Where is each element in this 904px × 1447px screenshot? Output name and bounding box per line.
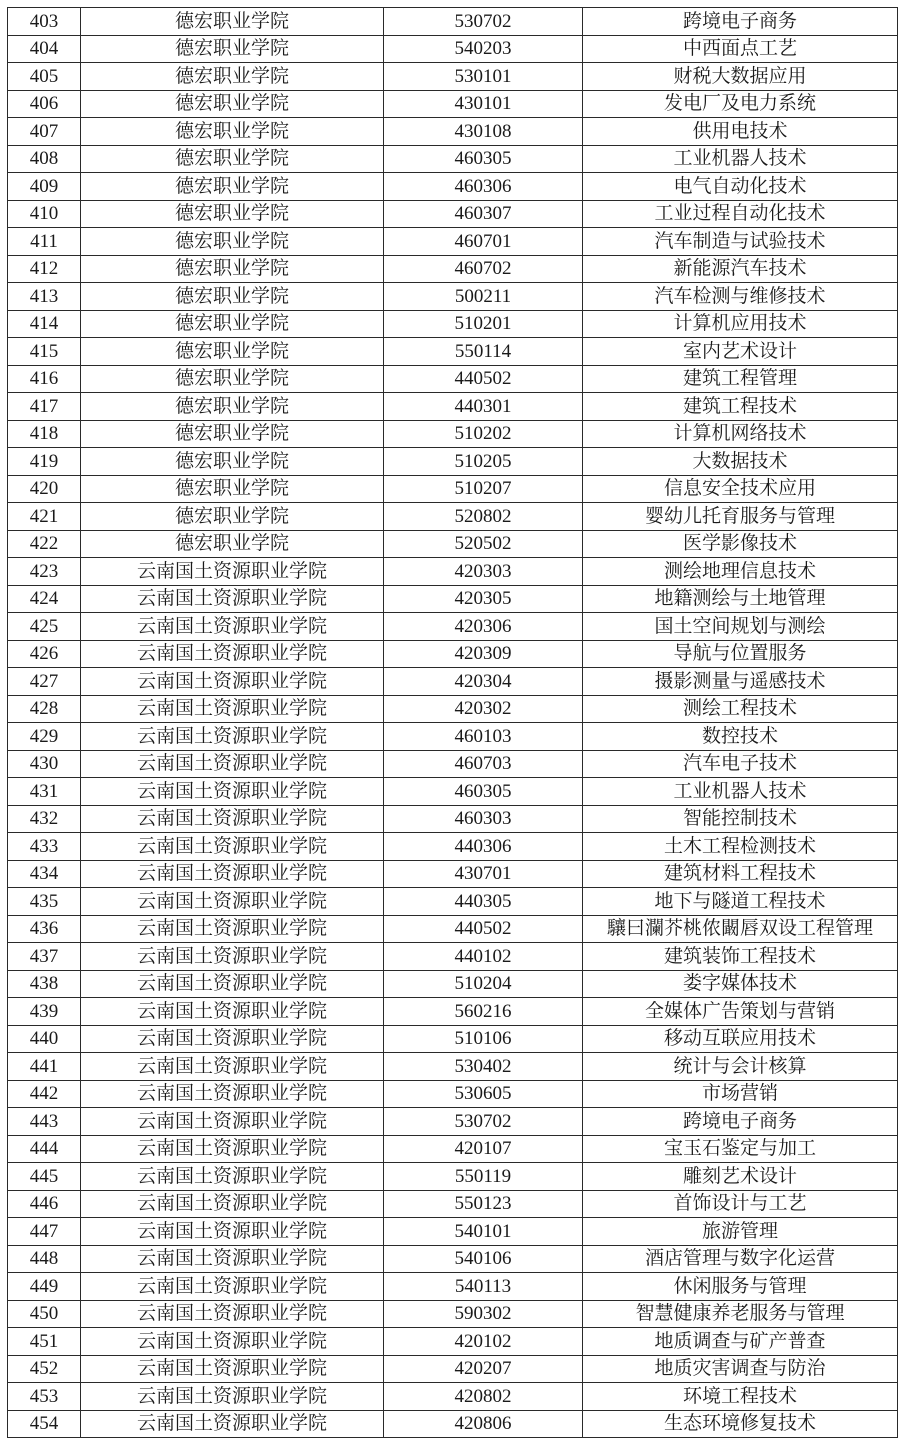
major-code-cell: 420302: [384, 695, 583, 723]
school-name-cell: 德宏职业学院: [81, 393, 384, 421]
table-row: [8, 365, 898, 393]
table-row: [8, 1300, 898, 1328]
major-name-cell: 雕刻艺术设计: [583, 1163, 898, 1191]
major-name-cell: 市场营销: [583, 1080, 898, 1108]
major-name-cell: 发电厂及电力系统: [583, 90, 898, 118]
school-name-cell: 云南国土资源职业学院: [81, 585, 384, 613]
row-index-cell: 452: [8, 1355, 81, 1383]
major-code-cell: 460303: [384, 805, 583, 833]
major-name-cell: 旅游管理: [583, 1218, 898, 1246]
school-name-cell: 德宏职业学院: [81, 365, 384, 393]
row-index-cell: 447: [8, 1218, 81, 1246]
school-name-cell: 德宏职业学院: [81, 448, 384, 476]
table-row: [8, 943, 898, 971]
table-row: [8, 805, 898, 833]
school-name-cell: 云南国土资源职业学院: [81, 1025, 384, 1053]
table-row: [8, 915, 898, 943]
major-name-cell: 财税大数据应用: [583, 63, 898, 91]
school-name-cell: 云南国土资源职业学院: [81, 1383, 384, 1411]
school-name-cell: 德宏职业学院: [81, 503, 384, 531]
school-name-cell: 云南国土资源职业学院: [81, 833, 384, 861]
row-index-cell: 428: [8, 695, 81, 723]
table-row: [8, 1410, 898, 1438]
major-code-cell: 510201: [384, 310, 583, 338]
row-index-cell: 449: [8, 1273, 81, 1301]
major-name-cell: 工业机器人技术: [583, 778, 898, 806]
row-index-cell: 407: [8, 118, 81, 146]
table-row: [8, 1245, 898, 1273]
major-name-cell: 数控技术: [583, 723, 898, 751]
major-name-cell: 国土空间规划与测绘: [583, 613, 898, 641]
major-code-cell: 460703: [384, 750, 583, 778]
table-row: [8, 750, 898, 778]
major-name-cell: 移动互联应用技术: [583, 1025, 898, 1053]
table-row: [8, 695, 898, 723]
major-name-cell: 婴幼儿托育服务与管理: [583, 503, 898, 531]
table-row: [8, 1218, 898, 1246]
school-name-cell: 云南国土资源职业学院: [81, 970, 384, 998]
row-index-cell: 418: [8, 420, 81, 448]
major-code-cell: 420309: [384, 640, 583, 668]
row-index-cell: 415: [8, 338, 81, 366]
table-row: [8, 255, 898, 283]
major-name-cell: 地质调查与矿产普查: [583, 1328, 898, 1356]
row-index-cell: 412: [8, 255, 81, 283]
major-name-cell: 智慧健康养老服务与管理: [583, 1300, 898, 1328]
row-index-cell: 414: [8, 310, 81, 338]
row-index-cell: 439: [8, 998, 81, 1026]
school-name-cell: 德宏职业学院: [81, 63, 384, 91]
school-name-cell: 云南国土资源职业学院: [81, 888, 384, 916]
major-code-cell: 540106: [384, 1245, 583, 1273]
school-name-cell: 云南国土资源职业学院: [81, 778, 384, 806]
row-index-cell: 404: [8, 35, 81, 63]
major-name-cell: 汽车检测与维修技术: [583, 283, 898, 311]
major-code-cell: 440502: [384, 365, 583, 393]
table-row: [8, 558, 898, 586]
major-code-cell: 550114: [384, 338, 583, 366]
table-row: [8, 860, 898, 888]
major-code-cell: 420303: [384, 558, 583, 586]
table-row: [8, 8, 898, 36]
row-index-cell: 403: [8, 8, 81, 36]
major-code-cell: 430701: [384, 860, 583, 888]
school-name-cell: 云南国土资源职业学院: [81, 668, 384, 696]
row-index-cell: 419: [8, 448, 81, 476]
table-row: [8, 173, 898, 201]
major-code-cell: 460702: [384, 255, 583, 283]
school-name-cell: 云南国土资源职业学院: [81, 1135, 384, 1163]
major-code-cell: 420304: [384, 668, 583, 696]
school-name-cell: 德宏职业学院: [81, 420, 384, 448]
row-index-cell: 427: [8, 668, 81, 696]
major-code-cell: 530605: [384, 1080, 583, 1108]
major-name-cell: 建筑材料工程技术: [583, 860, 898, 888]
row-index-cell: 430: [8, 750, 81, 778]
table-row: [8, 723, 898, 751]
table-row: [8, 585, 898, 613]
row-index-cell: 451: [8, 1328, 81, 1356]
row-index-cell: 436: [8, 915, 81, 943]
major-code-cell: 460305: [384, 778, 583, 806]
row-index-cell: 437: [8, 943, 81, 971]
major-name-cell: 供用电技术: [583, 118, 898, 146]
row-index-cell: 409: [8, 173, 81, 201]
table-row: [8, 1190, 898, 1218]
school-name-cell: 云南国土资源职业学院: [81, 1355, 384, 1383]
major-code-cell: 430101: [384, 90, 583, 118]
table-row: [8, 228, 898, 256]
table-row: [8, 888, 898, 916]
school-name-cell: 德宏职业学院: [81, 530, 384, 558]
major-name-cell: 统计与会计核算: [583, 1053, 898, 1081]
major-code-cell: 520502: [384, 530, 583, 558]
row-index-cell: 446: [8, 1190, 81, 1218]
school-name-cell: 德宏职业学院: [81, 228, 384, 256]
major-code-cell: 420802: [384, 1383, 583, 1411]
major-name-cell: 全媒体广告策划与营销: [583, 998, 898, 1026]
school-name-cell: 云南国土资源职业学院: [81, 640, 384, 668]
major-name-cell: 驤曰瀾芥桃侬闞唇双设工程管理: [583, 915, 898, 943]
school-name-cell: 德宏职业学院: [81, 255, 384, 283]
major-code-cell: 560216: [384, 998, 583, 1026]
major-name-cell: 计算机应用技术: [583, 310, 898, 338]
table-row: [8, 1328, 898, 1356]
major-name-cell: 建筑装饰工程技术: [583, 943, 898, 971]
row-index-cell: 434: [8, 860, 81, 888]
major-code-cell: 460306: [384, 173, 583, 201]
school-name-cell: 德宏职业学院: [81, 145, 384, 173]
school-name-cell: 云南国土资源职业学院: [81, 750, 384, 778]
table-row: [8, 118, 898, 146]
row-index-cell: 442: [8, 1080, 81, 1108]
major-code-cell: 530101: [384, 63, 583, 91]
school-name-cell: 云南国土资源职业学院: [81, 1245, 384, 1273]
table-row: [8, 998, 898, 1026]
major-name-cell: 电气自动化技术: [583, 173, 898, 201]
major-name-cell: 工业机器人技术: [583, 145, 898, 173]
school-name-cell: 德宏职业学院: [81, 173, 384, 201]
major-name-cell: 汽车电子技术: [583, 750, 898, 778]
row-index-cell: 433: [8, 833, 81, 861]
major-code-cell: 510207: [384, 475, 583, 503]
major-code-cell: 430108: [384, 118, 583, 146]
row-index-cell: 424: [8, 585, 81, 613]
school-name-cell: 云南国土资源职业学院: [81, 1273, 384, 1301]
major-code-cell: 530702: [384, 8, 583, 36]
table-row: [8, 1135, 898, 1163]
school-name-cell: 云南国土资源职业学院: [81, 998, 384, 1026]
table-row: [8, 1108, 898, 1136]
row-index-cell: 413: [8, 283, 81, 311]
major-name-cell: 大数据技术: [583, 448, 898, 476]
major-name-cell: 汽车制造与试验技术: [583, 228, 898, 256]
school-name-cell: 云南国土资源职业学院: [81, 723, 384, 751]
school-name-cell: 云南国土资源职业学院: [81, 915, 384, 943]
major-code-cell: 540101: [384, 1218, 583, 1246]
table-row: [8, 1273, 898, 1301]
school-name-cell: 云南国土资源职业学院: [81, 695, 384, 723]
row-index-cell: 405: [8, 63, 81, 91]
row-index-cell: 420: [8, 475, 81, 503]
table-row: [8, 613, 898, 641]
table-row: [8, 530, 898, 558]
row-index-cell: 416: [8, 365, 81, 393]
major-name-cell: 测绘地理信息技术: [583, 558, 898, 586]
major-code-cell: 540203: [384, 35, 583, 63]
table-row: [8, 1080, 898, 1108]
school-name-cell: 云南国土资源职业学院: [81, 1410, 384, 1438]
table-row: [8, 1053, 898, 1081]
table-row: [8, 200, 898, 228]
major-name-cell: 工业过程自动化技术: [583, 200, 898, 228]
table-row: [8, 145, 898, 173]
major-name-cell: 建筑工程管理: [583, 365, 898, 393]
row-index-cell: 425: [8, 613, 81, 641]
row-index-cell: 431: [8, 778, 81, 806]
major-name-cell: 计算机网络技术: [583, 420, 898, 448]
row-index-cell: 406: [8, 90, 81, 118]
table-row: [8, 640, 898, 668]
major-code-cell: 510205: [384, 448, 583, 476]
table-row: [8, 35, 898, 63]
school-name-cell: 云南国土资源职业学院: [81, 1080, 384, 1108]
table-row: [8, 448, 898, 476]
major-code-cell: 420806: [384, 1410, 583, 1438]
major-name-cell: 生态环境修复技术: [583, 1410, 898, 1438]
major-name-cell: 信息安全技术应用: [583, 475, 898, 503]
major-code-cell: 440305: [384, 888, 583, 916]
major-code-cell: 440301: [384, 393, 583, 421]
major-code-cell: 440102: [384, 943, 583, 971]
row-index-cell: 421: [8, 503, 81, 531]
row-index-cell: 453: [8, 1383, 81, 1411]
school-name-cell: 德宏职业学院: [81, 475, 384, 503]
table-row: [8, 1355, 898, 1383]
row-index-cell: 440: [8, 1025, 81, 1053]
school-name-cell: 德宏职业学院: [81, 338, 384, 366]
major-code-cell: 550119: [384, 1163, 583, 1191]
major-name-cell: 首饰设计与工艺: [583, 1190, 898, 1218]
major-name-cell: 休闲服务与管理: [583, 1273, 898, 1301]
major-name-cell: 地下与隧道工程技术: [583, 888, 898, 916]
major-name-cell: 测绘工程技术: [583, 695, 898, 723]
major-code-cell: 440306: [384, 833, 583, 861]
table-row: [8, 833, 898, 861]
major-code-cell: 420207: [384, 1355, 583, 1383]
major-code-cell: 530702: [384, 1108, 583, 1136]
table-row: [8, 1163, 898, 1191]
major-code-cell: 420306: [384, 613, 583, 641]
row-index-cell: 429: [8, 723, 81, 751]
major-code-cell: 460701: [384, 228, 583, 256]
school-name-cell: 德宏职业学院: [81, 90, 384, 118]
school-name-cell: 云南国土资源职业学院: [81, 1190, 384, 1218]
major-name-cell: 导航与位置服务: [583, 640, 898, 668]
school-name-cell: 云南国土资源职业学院: [81, 558, 384, 586]
table-row: [8, 1383, 898, 1411]
major-name-cell: 跨境电子商务: [583, 1108, 898, 1136]
row-index-cell: 408: [8, 145, 81, 173]
school-name-cell: 云南国土资源职业学院: [81, 1053, 384, 1081]
table-row: [8, 283, 898, 311]
school-name-cell: 德宏职业学院: [81, 8, 384, 36]
table-row: [8, 668, 898, 696]
major-code-cell: 500211: [384, 283, 583, 311]
school-name-cell: 云南国土资源职业学院: [81, 805, 384, 833]
row-index-cell: 454: [8, 1410, 81, 1438]
major-name-cell: 医学影像技术: [583, 530, 898, 558]
major-name-cell: 建筑工程技术: [583, 393, 898, 421]
row-index-cell: 417: [8, 393, 81, 421]
row-index-cell: 426: [8, 640, 81, 668]
school-name-cell: 德宏职业学院: [81, 310, 384, 338]
major-name-cell: 室内艺术设计: [583, 338, 898, 366]
row-index-cell: 448: [8, 1245, 81, 1273]
major-name-cell: 地籍测绘与土地管理: [583, 585, 898, 613]
major-code-cell: 550123: [384, 1190, 583, 1218]
major-code-cell: 420102: [384, 1328, 583, 1356]
school-name-cell: 云南国土资源职业学院: [81, 1218, 384, 1246]
major-code-cell: 590302: [384, 1300, 583, 1328]
major-name-cell: 新能源汽车技术: [583, 255, 898, 283]
major-name-cell: 跨境电子商务: [583, 8, 898, 36]
major-name-cell: 土木工程检测技术: [583, 833, 898, 861]
table-row: [8, 338, 898, 366]
row-index-cell: 438: [8, 970, 81, 998]
row-index-cell: 445: [8, 1163, 81, 1191]
school-name-cell: 德宏职业学院: [81, 283, 384, 311]
table-row: [8, 503, 898, 531]
row-index-cell: 410: [8, 200, 81, 228]
table-row: [8, 475, 898, 503]
row-index-cell: 450: [8, 1300, 81, 1328]
major-name-cell: 宝玉石鉴定与加工: [583, 1135, 898, 1163]
row-index-cell: 441: [8, 1053, 81, 1081]
row-index-cell: 422: [8, 530, 81, 558]
major-code-cell: 510204: [384, 970, 583, 998]
school-name-cell: 德宏职业学院: [81, 200, 384, 228]
school-name-cell: 云南国土资源职业学院: [81, 860, 384, 888]
school-name-cell: 云南国土资源职业学院: [81, 1328, 384, 1356]
table-row: [8, 970, 898, 998]
major-code-cell: 460103: [384, 723, 583, 751]
major-name-cell: 摄影测量与遥感技术: [583, 668, 898, 696]
major-code-cell: 460307: [384, 200, 583, 228]
row-index-cell: 444: [8, 1135, 81, 1163]
table-row: [8, 310, 898, 338]
table-row: [8, 420, 898, 448]
table-row: [8, 1025, 898, 1053]
table-body: [8, 8, 898, 1438]
table-row: [8, 778, 898, 806]
school-name-cell: 云南国土资源职业学院: [81, 1300, 384, 1328]
row-index-cell: 435: [8, 888, 81, 916]
major-code-cell: 420305: [384, 585, 583, 613]
major-name-cell: 中西面点工艺: [583, 35, 898, 63]
table-row: [8, 393, 898, 421]
school-name-cell: 云南国土资源职业学院: [81, 1163, 384, 1191]
major-name-cell: 环境工程技术: [583, 1383, 898, 1411]
majors-table: [7, 7, 898, 1438]
major-code-cell: 510202: [384, 420, 583, 448]
major-name-cell: 娄字媒体技术: [583, 970, 898, 998]
school-name-cell: 云南国土资源职业学院: [81, 943, 384, 971]
table-row: [8, 63, 898, 91]
table-row: [8, 90, 898, 118]
major-code-cell: 530402: [384, 1053, 583, 1081]
school-name-cell: 德宏职业学院: [81, 35, 384, 63]
school-name-cell: 德宏职业学院: [81, 118, 384, 146]
row-index-cell: 423: [8, 558, 81, 586]
row-index-cell: 432: [8, 805, 81, 833]
major-code-cell: 460305: [384, 145, 583, 173]
major-code-cell: 420107: [384, 1135, 583, 1163]
school-name-cell: 云南国土资源职业学院: [81, 1108, 384, 1136]
row-index-cell: 411: [8, 228, 81, 256]
row-index-cell: 443: [8, 1108, 81, 1136]
major-name-cell: 智能控制技术: [583, 805, 898, 833]
major-name-cell: 地质灾害调查与防治: [583, 1355, 898, 1383]
major-code-cell: 510106: [384, 1025, 583, 1053]
major-code-cell: 440502: [384, 915, 583, 943]
major-code-cell: 540113: [384, 1273, 583, 1301]
major-code-cell: 520802: [384, 503, 583, 531]
school-name-cell: 云南国土资源职业学院: [81, 613, 384, 641]
major-name-cell: 酒店管理与数字化运营: [583, 1245, 898, 1273]
